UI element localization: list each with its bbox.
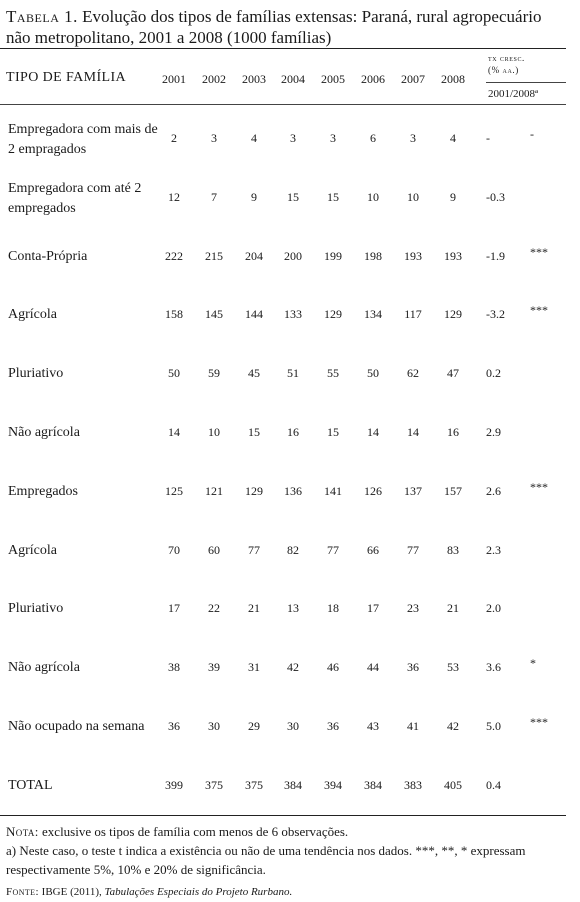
row-label: Pluriativo — [8, 366, 64, 382]
row-value: 126 — [364, 483, 382, 498]
row-value: 77 — [248, 542, 260, 557]
row-value: 157 — [444, 483, 462, 498]
growth-rate-divider — [486, 82, 566, 83]
row-value: 9 — [450, 189, 456, 204]
row-value: 117 — [404, 307, 422, 322]
growth-rate-value: 2.3 — [486, 542, 501, 557]
note-line — [6, 822, 566, 841]
row-value: 383 — [404, 777, 422, 792]
row-value: 15 — [327, 425, 339, 439]
table-row — [0, 758, 566, 816]
row-value: 15 — [248, 425, 260, 439]
growth-rate-value: 3.6 — [486, 660, 501, 675]
row-value: 83 — [447, 542, 459, 557]
table-row — [0, 346, 566, 404]
significance-marker: *** — [530, 303, 548, 318]
row-value: 10 — [208, 425, 220, 439]
row-value: 121 — [205, 483, 223, 498]
growth-rate-value: 2.9 — [486, 425, 501, 439]
row-value: 16 — [447, 425, 459, 439]
row-value: 9 — [251, 189, 257, 204]
year-header: 2006 — [361, 72, 385, 86]
row-value: 77 — [407, 542, 419, 557]
row-value: 14 — [407, 425, 419, 439]
row-value: 23 — [407, 601, 419, 616]
row-value: 36 — [168, 719, 180, 733]
row-value: 39 — [208, 660, 220, 675]
row-value: 193 — [404, 248, 422, 263]
row-value: 3 — [290, 131, 296, 145]
row-value: 13 — [287, 601, 299, 616]
significance-marker: *** — [530, 715, 548, 729]
row-value: 10 — [367, 189, 379, 204]
table-row — [0, 170, 566, 228]
row-value: 42 — [287, 660, 299, 675]
row-value: 14 — [168, 425, 180, 439]
row-value: 17 — [367, 601, 379, 616]
row-value: 30 — [208, 719, 220, 733]
significance-marker: - — [530, 127, 534, 141]
row-value: 70 — [168, 542, 180, 557]
row-value: 17 — [168, 601, 180, 616]
table-row — [0, 640, 566, 698]
row-value: 77 — [327, 542, 339, 557]
significance-marker: *** — [530, 244, 548, 259]
row-label: Empregadora com mais de 2 empragados — [8, 122, 158, 157]
row-value: 3 — [330, 131, 336, 145]
significance-marker: *** — [530, 479, 548, 494]
row-value: 7 — [211, 189, 217, 204]
row-value: 384 — [364, 777, 382, 792]
growth-rate-value: 2.6 — [486, 483, 501, 498]
table-row — [0, 287, 566, 345]
header-rule — [0, 104, 566, 105]
note-prefix: Nota: — [6, 824, 39, 839]
growth-rate-header — [488, 52, 568, 76]
row-value: 136 — [284, 483, 302, 498]
row-label: Não agrícola — [8, 660, 80, 676]
row-value: 51 — [287, 366, 299, 381]
row-value: 82 — [287, 542, 299, 557]
growth-rate-value: 2.0 — [486, 601, 501, 616]
row-value: 21 — [447, 601, 459, 616]
row-value: 59 — [208, 366, 220, 381]
row-value: 222 — [165, 248, 183, 263]
row-value: 50 — [367, 366, 379, 381]
row-value: 15 — [327, 189, 339, 204]
table-row — [0, 699, 566, 757]
row-value: 29 — [248, 719, 260, 733]
table-title-prefix: Tabela 1. — [6, 7, 78, 26]
row-value: 55 — [327, 366, 339, 381]
row-value: 3 — [410, 131, 416, 145]
footnote-a: a) Neste caso, o teste t indica a existência ou não de uma tendência nos dados. ***, **, * expressam respectivamente 5%, 10% e 20% de significância. — [6, 843, 526, 877]
row-value: 399 — [165, 777, 183, 792]
row-value: 200 — [284, 248, 302, 263]
growth-rate-value: -0.3 — [486, 189, 505, 204]
source-prefix: Fonte: — [6, 886, 39, 898]
row-value: 45 — [248, 366, 260, 381]
row-value: 215 — [205, 248, 223, 263]
row-value: 42 — [447, 719, 459, 733]
row-value: 30 — [287, 719, 299, 733]
row-value: 21 — [248, 601, 260, 616]
row-value: 18 — [327, 601, 339, 616]
row-value: 133 — [284, 307, 302, 322]
row-label: Agrícola — [8, 307, 57, 323]
growth-rate-value: 0.2 — [486, 366, 501, 381]
row-value: 38 — [168, 660, 180, 675]
top-rule — [0, 48, 566, 49]
growth-rate-value: - — [486, 131, 490, 145]
year-header: 2004 — [281, 72, 305, 86]
row-value: 14 — [367, 425, 379, 439]
row-value: 384 — [284, 777, 302, 792]
year-header: 2005 — [321, 72, 345, 86]
row-label: Não ocupado na semana — [8, 719, 145, 734]
row-value: 60 — [208, 542, 220, 557]
table-row — [0, 464, 566, 522]
growth-rate-period: 2001/2008ª — [488, 88, 539, 100]
row-value: 41 — [407, 719, 419, 733]
row-value: 12 — [168, 189, 180, 204]
row-label: TOTAL — [8, 777, 53, 793]
row-value: 15 — [287, 189, 299, 204]
row-label: Conta-Própria — [8, 248, 88, 264]
row-value: 3 — [211, 131, 217, 145]
growth-rate-value: -3.2 — [486, 307, 505, 322]
row-value: 199 — [324, 248, 342, 263]
year-header: 2008 — [441, 72, 465, 86]
row-value: 10 — [407, 189, 419, 204]
row-label: Agrícola — [8, 542, 57, 558]
row-value: 31 — [248, 660, 260, 675]
row-value: 125 — [165, 483, 183, 498]
table-title-line1: Evolução dos tipos de famílias extensas: Paraná, rural agropecuário — [82, 7, 542, 26]
row-value: 44 — [367, 660, 379, 675]
row-value: 394 — [324, 777, 342, 792]
growth-rate-value: 0.4 — [486, 777, 501, 792]
row-value: 129 — [444, 307, 462, 322]
table-row — [0, 405, 566, 463]
row-value: 158 — [165, 307, 183, 322]
table-row — [0, 523, 566, 581]
row-value: 375 — [205, 777, 223, 792]
year-header: 2007 — [401, 72, 425, 86]
row-value: 204 — [245, 248, 263, 263]
row-label: Empregadora com até 2 empregados — [8, 180, 142, 216]
table-row — [0, 111, 566, 169]
row-label: Empregados — [8, 483, 78, 499]
row-value: 134 — [364, 307, 382, 322]
row-value: 129 — [245, 483, 263, 498]
row-value: 144 — [245, 307, 263, 322]
significance-marker: * — [530, 656, 536, 671]
row-label: Não agrícola — [8, 425, 80, 440]
row-value: 46 — [327, 660, 339, 675]
row-value: 141 — [324, 483, 342, 498]
growth-rate-value: 5.0 — [486, 719, 501, 733]
row-value: 36 — [327, 719, 339, 733]
row-value: 4 — [450, 131, 456, 145]
row-value: 62 — [407, 366, 419, 381]
table-row — [0, 581, 566, 639]
row-value: 6 — [370, 131, 376, 145]
row-value: 43 — [367, 719, 379, 733]
row-value: 50 — [168, 366, 180, 381]
row-value: 4 — [251, 131, 257, 145]
row-value: 2 — [171, 131, 177, 145]
row-value: 47 — [447, 366, 459, 381]
column-header-type: TIPO DE FAMÍLIA — [6, 70, 127, 85]
row-value: 145 — [205, 307, 223, 322]
table-title-line2: não metropolitano, 2001 a 2008 (1000 famílias) — [6, 28, 332, 47]
row-value: 16 — [287, 425, 299, 439]
source-line — [6, 883, 566, 902]
row-value: 198 — [364, 248, 382, 263]
row-value: 36 — [407, 660, 419, 675]
row-value: 129 — [324, 307, 342, 322]
row-value: 405 — [444, 777, 462, 792]
row-value: 66 — [367, 542, 379, 557]
table-row — [0, 229, 566, 287]
row-value: 137 — [404, 483, 422, 498]
row-value: 53 — [447, 660, 459, 675]
table-notes — [6, 822, 566, 902]
growth-rate-label: tx cresc. — [488, 53, 525, 63]
table-title — [6, 6, 566, 48]
row-label: Pluriativo — [8, 601, 64, 617]
year-header: 2001 — [162, 72, 186, 86]
row-value: 375 — [245, 777, 263, 792]
bottom-rule — [0, 815, 566, 816]
year-header: 2002 — [202, 72, 226, 86]
row-value: 193 — [444, 248, 462, 263]
source-text: IBGE (2011), — [41, 886, 102, 898]
growth-rate-unit: (% aa.) — [488, 65, 519, 75]
year-header: 2003 — [242, 72, 266, 86]
growth-rate-value: -1.9 — [486, 248, 505, 263]
row-value: 22 — [208, 601, 220, 616]
source-title: Tabulações Especiais do Projeto Rurbano. — [104, 886, 293, 898]
note-text: exclusive os tipos de família com menos de 6 observações. — [42, 824, 349, 839]
